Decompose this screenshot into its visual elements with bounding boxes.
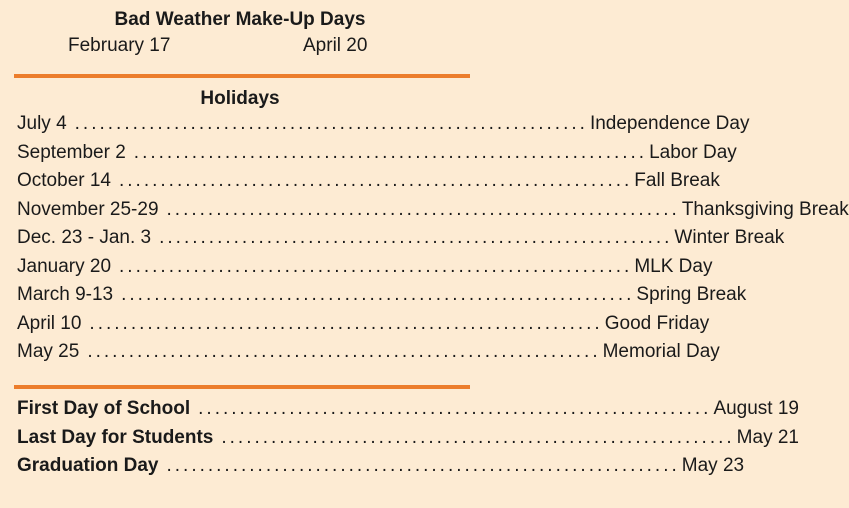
dot-leader: .............................................................. [89,312,603,334]
holiday-name: Independence Day [589,113,750,134]
divider-top [14,74,470,78]
key-date-value: May 21 [736,426,799,448]
holiday-date: May 25 [17,341,80,362]
dot-leader: .............................................................. [119,170,633,191]
holiday-date: July 4 [17,113,67,134]
holiday-name: Winter Break [674,227,785,248]
key-date-label: First Day of School [17,398,191,419]
dot-leader: .............................................................. [121,284,635,305]
holiday-date: January 20 [17,255,112,277]
divider-bottom [14,385,470,389]
holiday-row [17,170,720,199]
holiday-name: Fall Break [634,170,720,191]
holiday-name: MLK Day [634,255,713,277]
key-date-row [17,455,745,484]
holiday-name: Spring Break [636,284,747,305]
makeup-date-2: April 20 [303,35,368,56]
dot-leader: .............................................................. [74,113,588,134]
makeup-dates [0,35,480,59]
holiday-date: September 2 [17,141,126,163]
holiday-date: March 9-13 [17,284,114,305]
dot-leader: .............................................................. [133,141,648,163]
holiday-name: Labor Day [649,141,737,163]
holiday-row [17,227,785,256]
holiday-date: Dec. 23 - Jan. 3 [17,227,152,248]
key-dates-list [17,398,800,484]
dot-leader: .............................................................. [159,227,673,248]
holiday-name: Thanksgiving Break [681,198,849,220]
holiday-list [17,113,849,370]
key-date-label: Graduation Day [17,455,159,476]
holiday-row [17,198,849,228]
dot-leader: .............................................................. [87,341,601,362]
holiday-row [17,113,750,142]
key-date-value: August 19 [713,398,800,419]
holiday-row [17,284,747,313]
holiday-date: October 14 [17,170,111,191]
dot-leader: .............................................................. [198,398,712,419]
makeup-date-1: February 17 [68,35,171,56]
key-date-row [17,398,800,427]
key-date-label: Last Day for Students [17,426,214,448]
dot-leader: .............................................................. [166,455,680,476]
dot-leader: .............................................................. [221,426,735,448]
makeup-days-title: Bad Weather Make-Up Days [114,9,366,30]
holiday-row [17,312,710,342]
holiday-name: Memorial Day [602,341,720,362]
holiday-name: Good Friday [604,312,710,334]
dot-leader: .............................................................. [119,255,633,277]
holidays-title: Holidays [200,88,280,109]
holiday-row [17,255,713,285]
holiday-row [17,141,737,171]
dot-leader: .............................................................. [166,198,680,220]
key-date-value: May 23 [681,455,745,476]
key-date-row [17,426,799,456]
holiday-row [17,341,720,370]
holiday-date: November 25-29 [17,198,159,220]
holiday-date: April 10 [17,312,82,334]
